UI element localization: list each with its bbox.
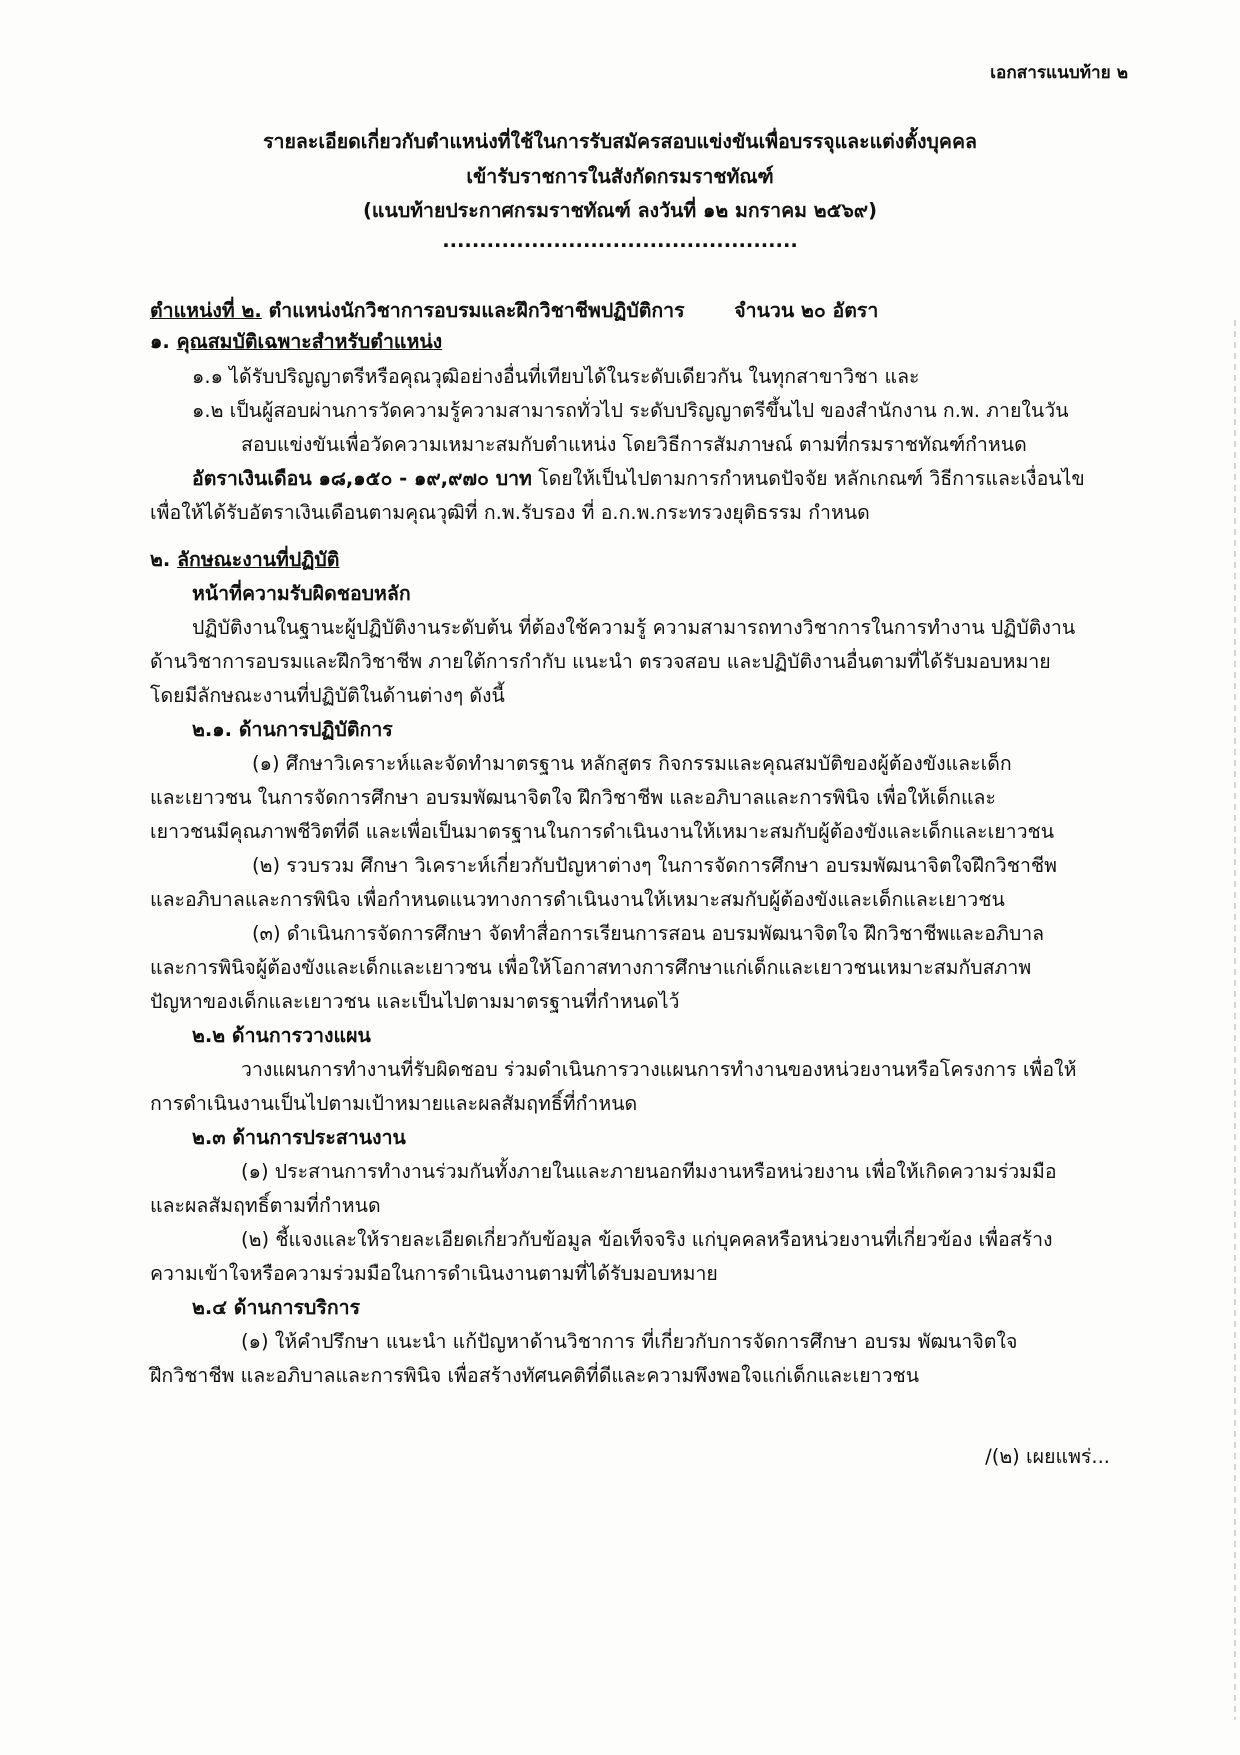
salary-line-2: เพื่อให้ได้รับอัตราเงินเดือนตามคุณวุฒิที่ ก.พ.รับรอง ที่ อ.ก.พ.กระทรวงยุติธรรม กำหนด	[150, 501, 870, 524]
s21-item-2-line-2: และอภิบาลและการพินิจ เพื่อกำหนดแนวทางการดำเนินงานให้เหมาะสมกับผู้ต้องขังและเด็กและเยาวชน	[150, 888, 1005, 911]
position-label: ตำแหน่งที่ ๒.	[150, 299, 262, 322]
s22-heading: ๒.๒ ด้านการวางแผน	[192, 1024, 371, 1047]
sec1-heading	[150, 327, 442, 357]
duty-line-2: ด้านวิชาการอบรมและฝึกวิชาชีพ ภายใต้การกำกับ แนะนำ ตรวจสอบ และปฏิบัติงานอื่นตามที่ได้รับมอบหมาย	[150, 650, 1051, 673]
s21-item-1-line-3: เยาวชนมีคุณภาพชีวิตที่ดี และเพื่อเป็นมาตรฐานในการดำเนินงานให้เหมาะสมกับผู้ต้องขังและเด็กและเยาวชน	[150, 820, 1055, 843]
s21-item-3-line-3: ปัญหาของเด็กและเยาวชน และเป็นไปตามมาตรฐานที่กำหนดไว้	[150, 990, 680, 1013]
s21-item-1-line-2: และเยาวชน ในการจัดการศึกษา อบรมพัฒนาจิตใจ ฝึกวิชาชีพ และอภิบาลและการพินิจ เพื่อให้เด็กและ	[150, 786, 996, 809]
duty-line-1: ปฏิบัติงานในฐานะผู้ปฏิบัติงานระดับต้น ที่ต้องใช้ความรู้ ความสามารถทางวิชาการในการทำงาน ปฏิบัติงาน	[192, 616, 1076, 639]
scan-edge-divider	[1234, 320, 1236, 1720]
salary-range: อัตราเงินเดือน ๑๘,๑๕๐ - ๑๙,๙๗๐ บาท	[192, 467, 532, 490]
continuation-note: /(๒) เผยแพร่...	[985, 1445, 1110, 1468]
position-name: ตำแหน่งนักวิชาการอบรมและฝึกวิชาชีพปฏิบัติการ	[268, 299, 685, 322]
sec1-number: ๑.	[150, 330, 170, 353]
position-heading	[150, 296, 878, 326]
sec2-heading	[150, 545, 339, 575]
annex-label: เอกสารแนบท้าย ๒	[990, 63, 1128, 83]
s24-item-1-line-2: ฝึกวิชาชีพ และอภิบาลและการพินิจ เพื่อสร้างทัศนคติที่ดีและความพึงพอใจแก่เด็กและเยาวชน	[150, 1364, 920, 1387]
s21-item-3-line-1: (๓) ดำเนินการจัดการศึกษา จัดทำสื่อการเรียนการสอน อบรมพัฒนาจิตใจ ฝึกวิชาชีพและอภิบาล	[252, 922, 1045, 945]
s21-item-1-line-1: (๑) ศึกษาวิเคราะห์และจัดทำมาตรฐาน หลักสูตร กิจกรรมและคุณสมบัติของผู้ต้องขังและเด็ก	[252, 752, 1012, 775]
salary-line-1	[192, 464, 1085, 494]
sec1-item-2-line-2: สอบแข่งขันเพื่อวัดความเหมาะสมกับตำแหน่ง โดยวิธีการสัมภาษณ์ ตามที่กรมราชทัณฑ์กำหนด	[241, 433, 1027, 456]
s24-item-1-line-1: (๑) ให้คำปรึกษา แนะนำ แก้ปัญหาด้านวิชาการ ที่เกี่ยวกับการจัดการศึกษา อบรม พัฒนาจิตใจ	[241, 1330, 1018, 1353]
s22-line-1: วางแผนการทำงานที่รับผิดชอบ ร่วมดำเนินการวางแผนการทำงานของหน่วยงานหรือโครงการ เพื่อให้	[241, 1058, 1077, 1081]
title-line-3: (แนบท้ายประกาศกรมราชทัณฑ์ ลงวันที่ ๑๒ มกราคม ๒๕๖๙)	[363, 199, 877, 222]
s21-item-2-line-1: (๒) รวบรวม ศึกษา วิเคราะห์เกี่ยวกับปัญหาต่างๆ ในการจัดการศึกษา อบรมพัฒนาจิตใจฝึกวิชาชีพ	[252, 854, 1058, 877]
s23-item-1-line-1: (๑) ประสานการทำงานร่วมกันทั้งภายในและภายนอกทีมงานหรือหน่วยงาน เพื่อให้เกิดความร่วมมือ	[241, 1160, 1057, 1183]
s23-item-2-line-1: (๒) ชี้แจงและให้รายละเอียดเกี่ยวกับข้อมูล ข้อเท็จจริง แก่บุคคลหรือหน่วยงานที่เกี่ยวข้อง เพื่อสร้าง	[241, 1228, 1053, 1251]
title-line-1: รายละเอียดเกี่ยวกับตำแหน่งที่ใช้ในการรับสมัครสอบแข่งขันเพื่อบรรจุและแต่งตั้งบุคคล	[263, 130, 977, 153]
sec1-title: คุณสมบัติเฉพาะสำหรับตำแหน่ง	[176, 330, 443, 353]
s22-line-2: การดำเนินงานเป็นไปตามเป้าหมายและผลสัมฤทธิ์ที่กำหนด	[150, 1092, 638, 1115]
title-dots-divider: ................................................	[442, 229, 798, 252]
duty-line-3: โดยมีลักษณะงานที่ปฏิบัติในด้านต่างๆ ดังนี้	[150, 684, 505, 707]
s23-item-2-line-2: ความเข้าใจหรือความร่วมมือในการดำเนินงานตามที่ได้รับมอบหมาย	[150, 1262, 718, 1285]
title-line-2: เข้ารับราชการในสังกัดกรมราชทัณฑ์	[466, 165, 774, 188]
s21-heading: ๒.๑. ด้านการปฏิบัติการ	[192, 718, 393, 741]
position-count: จำนวน ๒๐ อัตรา	[734, 299, 879, 322]
sec1-item-1: ๑.๑ ได้รับปริญญาตรีหรือคุณวุฒิอย่างอื่นที่เทียบได้ในระดับเดียวกัน ในทุกสาขาวิชา และ	[192, 365, 920, 388]
sec2-number: ๒.	[150, 548, 171, 571]
sec2-title: ลักษณะงานที่ปฏิบัติ	[177, 548, 340, 571]
s23-item-1-line-2: และผลสัมฤทธิ์ตามที่กำหนด	[150, 1194, 381, 1217]
duty-heading: หน้าที่ความรับผิดชอบหลัก	[192, 582, 411, 605]
sec1-item-2-line-1: ๑.๒ เป็นผู้สอบผ่านการวัดความรู้ความสามารถทั่วไป ระดับปริญญาตรีขึ้นไป ของสำนักงาน ก.พ. ภายในวัน	[192, 399, 1069, 422]
s23-heading: ๒.๓ ด้านการประสานงาน	[192, 1126, 406, 1149]
salary-conditions: โดยให้เป็นไปตามการกำหนดปัจจัย หลักเกณฑ์ วิธีการและเงื่อนไข	[538, 467, 1085, 490]
s24-heading: ๒.๔ ด้านการบริการ	[192, 1296, 361, 1319]
s21-item-3-line-2: และการพินิจผู้ต้องขังและเด็กและเยาวชน เพื่อให้โอกาสทางการศึกษาแก่เด็กและเยาวชนเหมาะสมกับสภาพ	[150, 956, 1032, 979]
